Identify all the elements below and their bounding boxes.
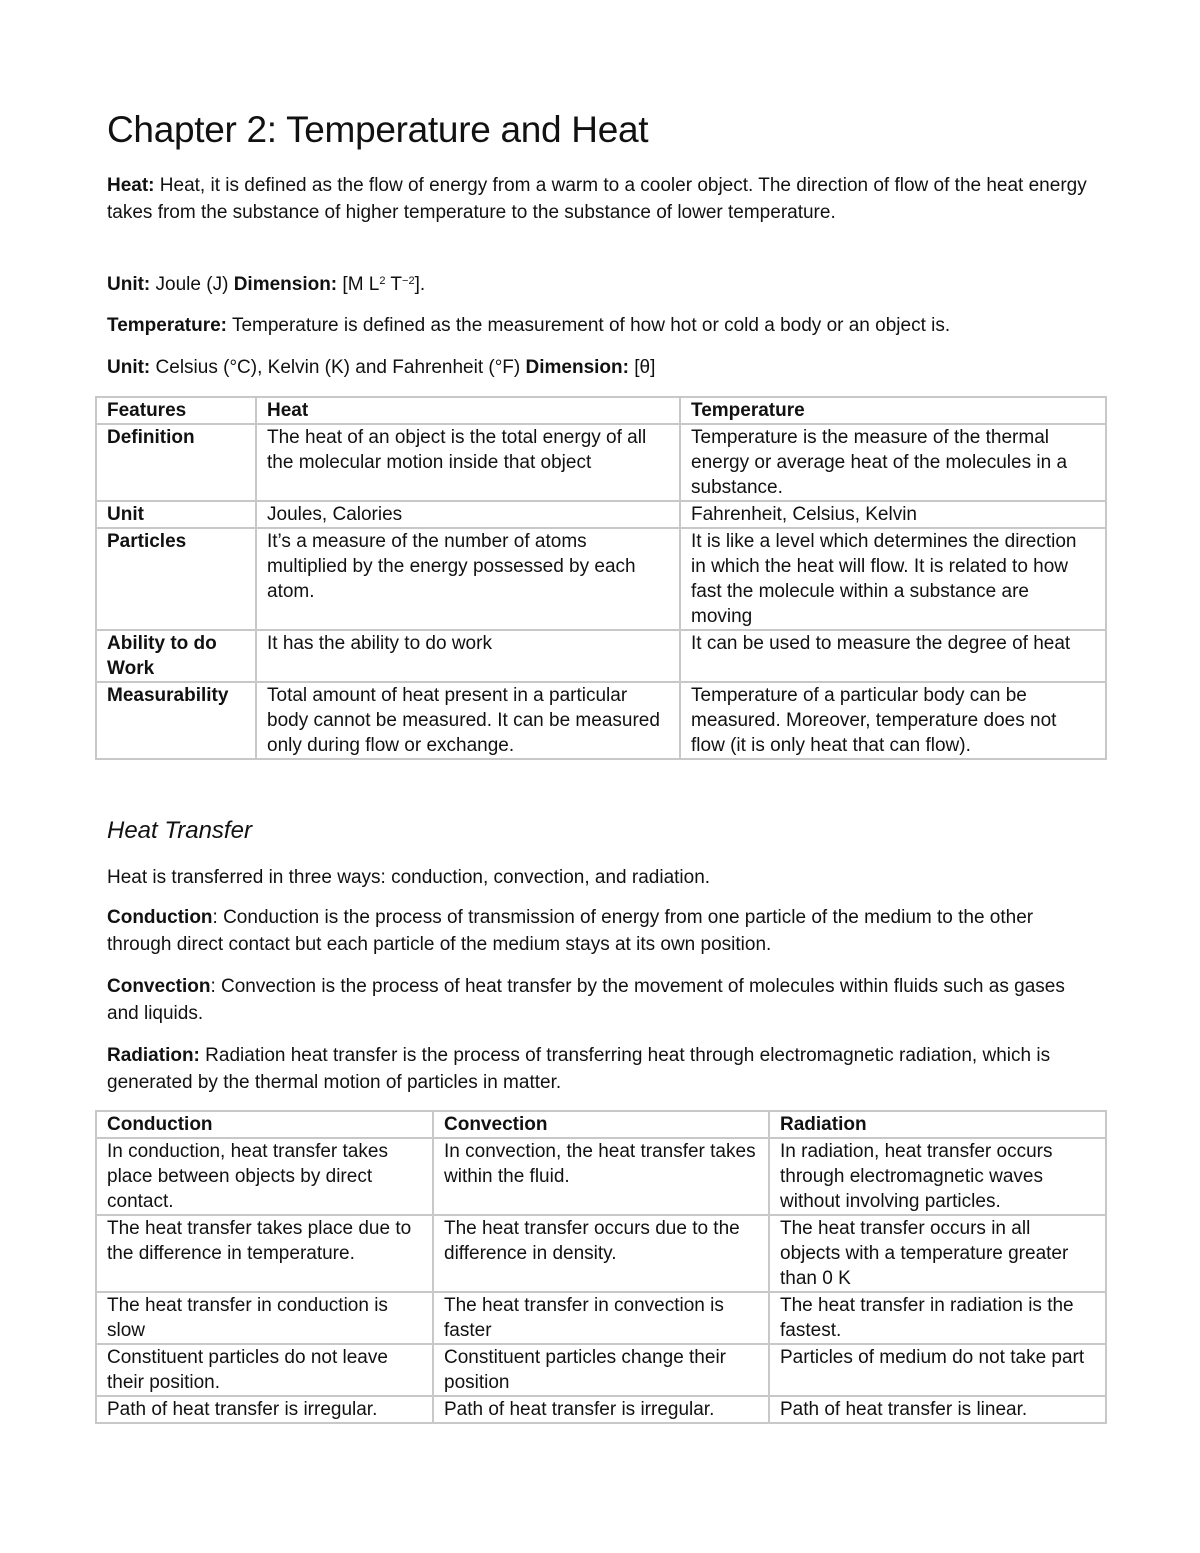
- table-row: [96, 1292, 1106, 1344]
- table-cell: Temperature is the measure of the thermal energy or average heat of the molecules in a substance.: [680, 424, 1106, 501]
- radiation-definition: [107, 1042, 1097, 1096]
- temperature-dimension-value: [θ]: [628, 357, 656, 378]
- temperature-dimension-label: Dimension:: [525, 357, 629, 378]
- table-row-header: Unit: [96, 501, 256, 528]
- table-header-cell: Features: [96, 397, 256, 424]
- heat-text: Heat, it is defined as the flow of energy from a warm to a cooler object. The direction of flow of the heat energy takes from the substance of higher temperature to the substance of lower temperature.: [107, 175, 1087, 223]
- table-cell: The heat of an object is the total energy of all the molecular motion inside that object: [256, 424, 680, 501]
- table-cell: In convection, the heat transfer takes within the fluid.: [433, 1138, 769, 1215]
- radiation-text: Radiation heat transfer is the process of transferring heat through electromagnetic radiation, which is generated by the thermal motion of particles in matter.: [107, 1045, 1051, 1093]
- heat-dimension-label: Dimension:: [233, 274, 338, 295]
- table-row: [96, 1138, 1106, 1215]
- table-row-header: Ability to do Work: [96, 630, 256, 682]
- table-cell: Path of heat transfer is irregular.: [96, 1396, 433, 1423]
- heat-unit-line: [107, 271, 1097, 298]
- section-title-heat-transfer: Heat Transfer: [107, 817, 252, 844]
- heat-transfer-comparison-table: [95, 1110, 1107, 1424]
- table-cell: The heat transfer occurs in all objects with a temperature greater than 0 K: [769, 1215, 1106, 1292]
- table-row-header: Measurability: [96, 682, 256, 759]
- heat-dimension-prefix: [M L: [337, 274, 380, 295]
- table-row: [96, 682, 1106, 759]
- table-row: [96, 1215, 1106, 1292]
- heat-vs-temperature-table: [95, 396, 1107, 760]
- table-cell: Total amount of heat present in a particular body cannot be measured. It can be measured only during flow or exchange.: [256, 682, 680, 759]
- table-row: [96, 1396, 1106, 1423]
- heat-transfer-intro: Heat is transferred in three ways: conduction, convection, and radiation.: [107, 867, 711, 888]
- heat-label: Heat:: [107, 175, 155, 196]
- table-cell: The heat transfer in radiation is the fastest.: [769, 1292, 1106, 1344]
- conduction-definition: [107, 904, 1097, 958]
- temperature-unit-label: Unit:: [107, 357, 151, 378]
- table-header-row: [96, 1111, 1106, 1138]
- table-cell: In conduction, heat transfer takes place between objects by direct contact.: [96, 1138, 433, 1215]
- table-header-cell: Conduction: [96, 1111, 433, 1138]
- table-cell: The heat transfer in convection is faster: [433, 1292, 769, 1344]
- convection-text: : Convection is the process of heat transfer by the movement of molecules within fluids such as gases and liquids.: [107, 976, 1065, 1024]
- table-cell: It’s a measure of the number of atoms multiplied by the energy possessed by each atom.: [256, 528, 680, 630]
- table-row: [96, 1344, 1106, 1396]
- temperature-definition: [107, 312, 1097, 339]
- table-cell: The heat transfer takes place due to the difference in temperature.: [96, 1215, 433, 1292]
- table-header-cell: Heat: [256, 397, 680, 424]
- table-header-cell: Temperature: [680, 397, 1106, 424]
- heat-dimension-exp2: −2: [402, 275, 415, 287]
- table-cell: It can be used to measure the degree of heat: [680, 630, 1106, 682]
- temperature-text: Temperature is defined as the measurement of how hot or cold a body or an object is.: [227, 315, 951, 336]
- table-row: [96, 528, 1106, 630]
- table-row-header: Definition: [96, 424, 256, 501]
- table-header-cell: Radiation: [769, 1111, 1106, 1138]
- table-cell: It has the ability to do work: [256, 630, 680, 682]
- table-cell: The heat transfer occurs due to the difference in density.: [433, 1215, 769, 1292]
- table-cell: The heat transfer in conduction is slow: [96, 1292, 433, 1344]
- table-cell: Constituent particles do not leave their position.: [96, 1344, 433, 1396]
- heat-dimension-exp1: 2: [379, 275, 386, 287]
- table-cell: Fahrenheit, Celsius, Kelvin: [680, 501, 1106, 528]
- conduction-label: Conduction: [107, 907, 213, 928]
- heat-unit-label: Unit:: [107, 274, 151, 295]
- table-row: [96, 424, 1106, 501]
- table-row: [96, 630, 1106, 682]
- table-cell: Path of heat transfer is irregular.: [433, 1396, 769, 1423]
- table-cell: It is like a level which determines the direction in which the heat will flow. It is related to how fast the molecule within a substance are moving: [680, 528, 1106, 630]
- heat-dimension-suffix: ].: [414, 274, 426, 295]
- table-header-cell: Convection: [433, 1111, 769, 1138]
- radiation-label: Radiation:: [107, 1045, 200, 1066]
- conduction-text: : Conduction is the process of transmission of energy from one particle of the medium to the other through direct contact but each particle of the medium stays at its own position.: [107, 907, 1034, 955]
- table-cell: Temperature of a particular body can be measured. Moreover, temperature does not flow (it is only heat that can flow).: [680, 682, 1106, 759]
- convection-label: Convection: [107, 976, 211, 997]
- temperature-label: Temperature:: [107, 315, 228, 336]
- table-row: [96, 501, 1106, 528]
- table-cell: Path of heat transfer is linear.: [769, 1396, 1106, 1423]
- temperature-unit-line: [107, 354, 1097, 381]
- table-row-header: Particles: [96, 528, 256, 630]
- heat-unit-value: Joule (J): [150, 274, 234, 295]
- temperature-unit-value: Celsius (°C), Kelvin (K) and Fahrenheit (°F): [150, 357, 526, 378]
- page-title: Chapter 2: Temperature and Heat: [107, 109, 649, 150]
- convection-definition: [107, 973, 1097, 1027]
- table-header-row: [96, 397, 1106, 424]
- table-cell: In radiation, heat transfer occurs through electromagnetic waves without involving particles.: [769, 1138, 1106, 1215]
- table-cell: Constituent particles change their position: [433, 1344, 769, 1396]
- heat-definition: [107, 172, 1097, 226]
- table-cell: Particles of medium do not take part: [769, 1344, 1106, 1396]
- heat-dimension-mid: T: [385, 274, 403, 295]
- table-cell: Joules, Calories: [256, 501, 680, 528]
